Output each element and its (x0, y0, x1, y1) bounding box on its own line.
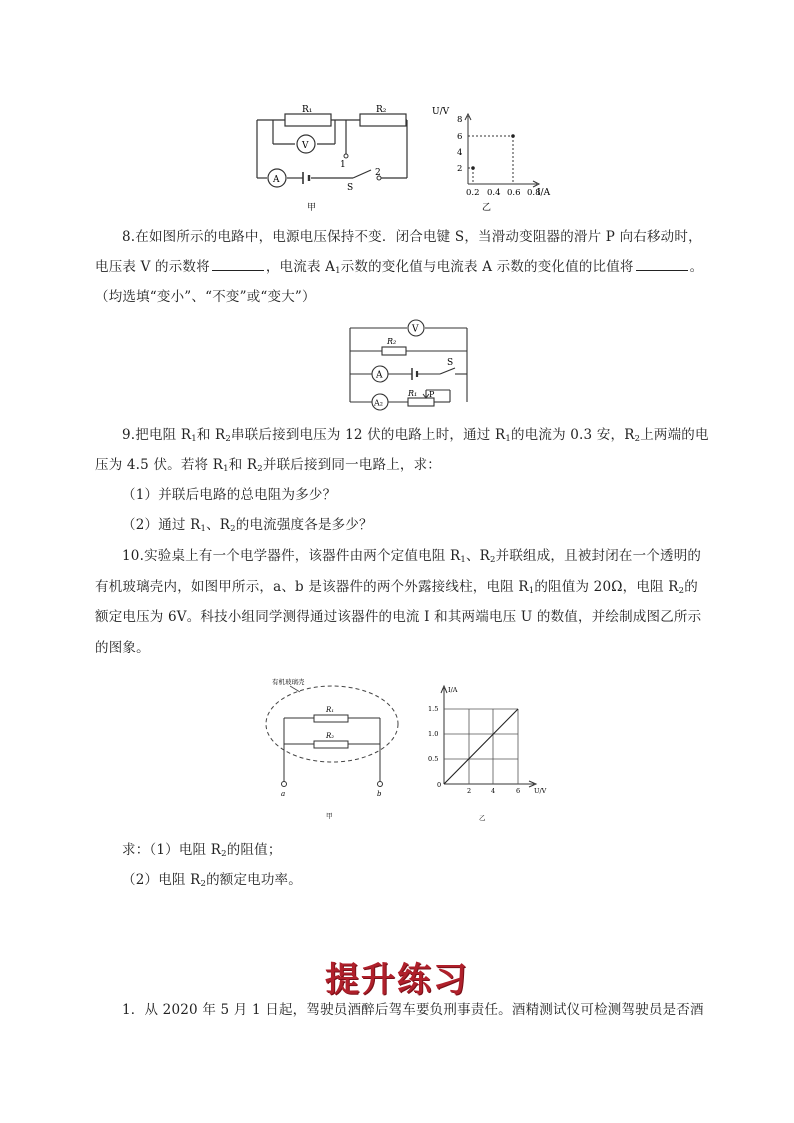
q10-line4: 的图象。 (95, 640, 150, 656)
figure-q8 (342, 318, 477, 418)
axis-x-label: I/A (537, 188, 551, 198)
label-s: S (447, 358, 454, 368)
label-a2: A₂ (374, 398, 383, 408)
y-tick: 1.5 (428, 705, 439, 713)
axis-y-label: I/A (448, 686, 458, 694)
next-q-line1: 1．从 2020 年 5 月 1 日起，驾驶员酒醉后驾车要负刑事责任。酒精测试仪可检测驾驶员是否酒 (122, 1002, 704, 1018)
label-v: V (302, 141, 309, 151)
y-tick: 0.5 (428, 755, 439, 763)
label-r1: R₁ (408, 389, 418, 398)
q10-line3: 额定电压为 6V。科技小组同学测得通过该器件的电流 I 和其两端电压 U 的数值，并绘制成图乙所示 (95, 609, 702, 625)
x-tick: 0.2 (466, 188, 480, 198)
label-jia: 甲 (307, 203, 317, 213)
label-t2: 2 (375, 168, 381, 178)
x-tick: 0.4 (487, 188, 501, 198)
label-t1: 1 (340, 160, 346, 170)
y-tick: 6 (457, 132, 463, 142)
label-yi: 乙 (482, 203, 492, 213)
label-yi: 乙 (479, 814, 486, 822)
label-r1: R₁ (326, 706, 335, 714)
label-shell: 有机玻璃壳 (272, 678, 305, 686)
q10-line1: 10.实验桌上有一个电学器件，该器件由两个定值电阻 $R_1$、$R_2$并联组成，且被封闭在一个透明的 (122, 548, 702, 565)
label-a: A (376, 370, 383, 381)
label-s: S (347, 183, 354, 193)
i-u-line (444, 709, 518, 784)
x-tick: 2 (467, 787, 472, 795)
label-r2: R₂ (326, 732, 335, 740)
figure-q10-device (262, 672, 402, 822)
y-tick: 2 (457, 164, 463, 174)
axis-x-label: U/V (534, 787, 547, 795)
q9-line1: 9.把电阻 $R_1$和 $R_2$串联后接到电压为 12 伏的电路上时，通过 $R_1$的电流为 0.3 安，$R_2$上两端的电 (122, 427, 709, 444)
x-tick: 6 (516, 787, 521, 795)
y-tick: 4 (457, 148, 463, 158)
answer-blank-2[interactable] (636, 257, 688, 271)
label-r1: R₁ (302, 105, 313, 115)
label-v: V (412, 324, 419, 335)
origin: 0 (437, 781, 442, 789)
figure-q10-graph (428, 680, 558, 825)
q8-line1: 8.在如图所示的电路中，电源电压保持不变．闭合电键 S，当滑动变阻器的滑片 P 向右移动时， (122, 229, 702, 245)
terminal-a: a (281, 790, 286, 798)
answer-blank-1[interactable] (212, 257, 264, 271)
x-tick: 4 (491, 787, 496, 795)
terminal-b: b (377, 790, 382, 798)
label-r2: R₂ (376, 105, 387, 115)
figure-top (245, 100, 555, 215)
q10-line2: 有机玻璃壳内，如图甲所示，a、b 是该器件的两个外露接线柱，电阻 $R_1$的阻值为 20Ω，电阻 $R_2$的 (95, 579, 698, 596)
q9-part2: （2）通过 $R_1$、$R_2$的电流强度各是多少？ (122, 517, 373, 534)
label-r2: R₂ (387, 337, 397, 346)
label-a: A (273, 175, 280, 185)
x-tick: 0.8 (527, 188, 541, 198)
q8-line3: （均选填“变小”、“不变”或“变大”） (95, 289, 316, 305)
q9-part1: （1）并联后电路的总电阻为多少？ (122, 487, 337, 503)
y-tick: 1.0 (428, 730, 439, 738)
label-p: P (429, 390, 435, 399)
label-jia: 甲 (326, 812, 333, 820)
y-tick: 8 (457, 115, 463, 125)
axis-y-label: U/V (432, 107, 450, 117)
x-tick: 0.6 (507, 188, 521, 198)
q9-line2: 压为 4.5 伏。若将 $R_1$和 $R_2$并联后接到同一电路上，求： (95, 457, 441, 474)
q8-line2: 电压表 V 的示数将 ，电流表 $A_1$示数的变化值与电流表 A 示数的变化值的比值将 。 (95, 259, 704, 276)
q10-ask1: 求：（1）电阻 $R_2$的阻值； (122, 842, 282, 859)
section-title: 提升练习 (325, 960, 469, 1000)
q10-ask2: （2）电阻 $R_2$的额定电功率。 (122, 872, 302, 889)
